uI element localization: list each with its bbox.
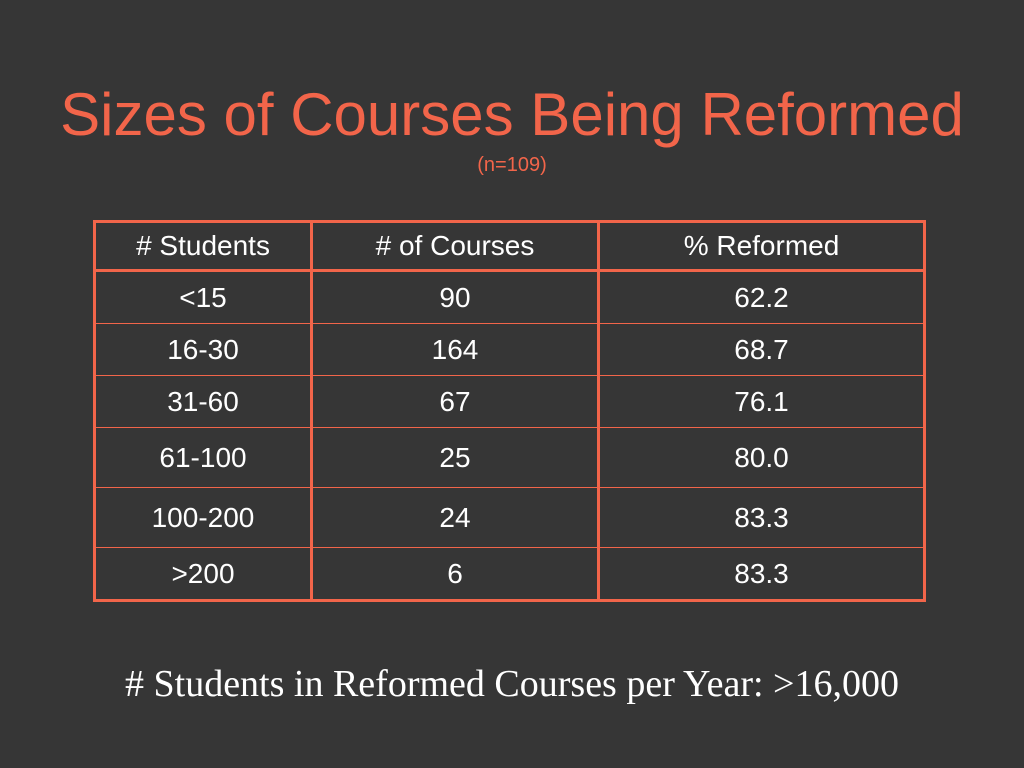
table-header-row	[95, 222, 925, 271]
cell-reformed: 68.7	[599, 324, 925, 376]
table-row	[95, 548, 925, 601]
cell-courses: 90	[312, 271, 599, 324]
slide-footer-note: # Students in Reformed Courses per Year: >16,000	[125, 663, 899, 705]
cell-courses: 164	[312, 324, 599, 376]
table-row	[95, 428, 925, 488]
slide-title: Sizes of Courses Being Reformed	[60, 81, 964, 148]
table-row	[95, 488, 925, 548]
cell-courses: 67	[312, 376, 599, 428]
cell-students: <15	[95, 271, 312, 324]
cell-reformed: 83.3	[599, 488, 925, 548]
cell-reformed: 76.1	[599, 376, 925, 428]
cell-reformed: 83.3	[599, 548, 925, 601]
course-size-table	[93, 220, 926, 602]
table-row	[95, 324, 925, 376]
cell-reformed: 62.2	[599, 271, 925, 324]
cell-students: >200	[95, 548, 312, 601]
cell-students: 31-60	[95, 376, 312, 428]
cell-reformed: 80.0	[599, 428, 925, 488]
header-reformed: % Reformed	[599, 222, 925, 271]
table-row	[95, 271, 925, 324]
cell-students: 61-100	[95, 428, 312, 488]
cell-students: 100-200	[95, 488, 312, 548]
cell-courses: 25	[312, 428, 599, 488]
table-row	[95, 376, 925, 428]
cell-courses: 6	[312, 548, 599, 601]
slide-subtitle: (n=109)	[477, 154, 547, 176]
cell-courses: 24	[312, 488, 599, 548]
cell-students: 16-30	[95, 324, 312, 376]
header-courses: # of Courses	[312, 222, 599, 271]
header-students: # Students	[95, 222, 312, 271]
